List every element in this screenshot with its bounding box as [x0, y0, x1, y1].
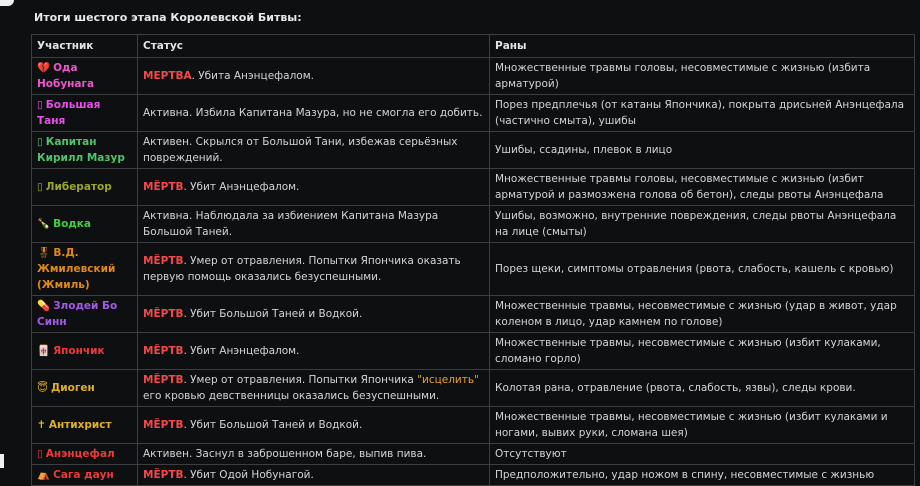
status-cell: [138, 243, 490, 296]
dead-status-label: МЁРТВ: [143, 308, 184, 320]
wounds-cell: Отсутствуют: [490, 444, 915, 465]
bottle-icon: 🍾: [37, 218, 51, 230]
participant-name: Антихрист: [48, 419, 112, 431]
tent-icon: ⛺: [37, 469, 51, 481]
status-text: Активна. Наблюдала за избиением Капитана Мазура Большой Таней.: [143, 210, 439, 238]
status-text: Активна. Избила Капитана Мазура, но не смогла его добить.: [143, 107, 483, 119]
dead-status-label: МЁРТВ: [143, 255, 184, 267]
participant-name: В.Д. Жмилевский (Жмиль): [37, 247, 116, 291]
dead-status-label: МЁРТВ: [143, 181, 184, 193]
table-row: [32, 370, 915, 407]
status-cell: [138, 333, 490, 370]
table-row: [32, 169, 915, 206]
status-cell: [138, 132, 490, 169]
status-cell: [138, 370, 490, 407]
participant-name: Ода Нобунага: [37, 62, 95, 90]
table-row: [32, 243, 915, 296]
status-text: Активен. Заснул в заброшенном баре, выпив пива.: [143, 448, 427, 460]
table-row: [32, 58, 915, 95]
participant-cell: [32, 444, 138, 465]
participant-name: Большая Таня: [37, 99, 101, 127]
status-cell: [138, 444, 490, 465]
wounds-cell: Порез щеки, симптомы отравления (рвота, слабость, кашель с кровью): [490, 243, 915, 296]
broken-heart-icon: 💔: [37, 62, 51, 74]
table-row: [32, 444, 915, 465]
wounds-cell: Колотая рана, отравление (рвота, слабость, язвы), следы крови.: [490, 370, 915, 407]
table-row: [32, 132, 915, 169]
wounds-cell: Множественные травмы головы, несовместимые с жизнью (избит арматурой и размозжена голова об бетон), следы рвоты Анэнцефала: [490, 169, 915, 206]
status-text: . Убита Анэнцефалом.: [191, 70, 314, 82]
participant-name: Либератор: [45, 181, 112, 193]
dead-status-label: МЁРТВ: [143, 374, 184, 386]
table-row: [32, 206, 915, 243]
column-header-wounds: Раны: [490, 35, 915, 58]
missing-glyph-icon: ▯: [37, 181, 43, 193]
wounds-cell: Множественные травмы головы, несовместимые с жизнью (избита арматурой): [490, 58, 915, 95]
status-text: . Умер от отравления. Попытки Япончика: [183, 374, 418, 386]
table-row: [32, 407, 915, 444]
status-text: Активен. Скрылся от Большой Тани, избежав серьёзных повреждений.: [143, 136, 458, 164]
wounds-cell: Множественные травмы, несовместимые с жизнью (избит кулаками и ногами, вывих руки, сломана шея): [490, 407, 915, 444]
status-text: . Убит Анэнцефалом.: [183, 345, 300, 357]
medal-icon: 🎖: [37, 247, 51, 259]
dead-status-label: МЁРТВ: [143, 469, 184, 481]
participant-cell: [32, 95, 138, 132]
window-edge: [0, 454, 4, 468]
status-cell: [138, 407, 490, 444]
participant-cell: [32, 58, 138, 95]
wounds-cell: Порез предплечья (от катаны Япончика), покрыта дрисьней Анэнцефала (частично смыта), ушибы: [490, 95, 915, 132]
wounds-cell: Ушибы, возможно, внутренние повреждения, следы рвоты Анэнцефала на лице (смыты): [490, 206, 915, 243]
participant-cell: [32, 370, 138, 407]
wounds-cell: Предположительно, удар ножом в спину, несовместимые с жизнью: [490, 465, 915, 486]
status-cell: [138, 58, 490, 95]
window-corner: [0, 0, 14, 6]
missing-glyph-icon: ▯: [37, 99, 43, 111]
table-body: [32, 58, 915, 486]
cross-icon: ✝: [37, 419, 46, 431]
column-header-status: Статус: [138, 35, 490, 58]
status-text: . Умер от отравления. Попытки Япончика оказать первую помощь оказались безуспешными.: [143, 255, 461, 283]
participant-name: Злодей Бо Синн: [37, 300, 118, 328]
participant-name: Диоген: [50, 382, 95, 394]
status-text-tail: его кровью девственницы оказались безуспешными.: [143, 390, 440, 402]
status-cell: [138, 206, 490, 243]
participant-cell: [32, 132, 138, 169]
participant-name: Анэнцефал: [45, 448, 115, 460]
mahjong-tile-icon: 🀄: [37, 345, 51, 357]
wounds-cell: Множественные травмы, несовместимые с жизнью (удар в живот, удар коленом в лицо, удар камнем по голове): [490, 296, 915, 333]
status-text: . Убит Анэнцефалом.: [183, 181, 300, 193]
dead-status-label: МЁРТВ: [143, 419, 184, 431]
status-text: . Убит Большой Таней и Водкой.: [183, 308, 363, 320]
status-text: . Убит Одой Нобунагой.: [183, 469, 314, 481]
wounds-cell: Ушибы, ссадины, плевок в лицо: [490, 132, 915, 169]
status-quote: "исцелить": [417, 374, 479, 386]
table-header-row: [32, 35, 915, 58]
participant-name: Сага даун: [53, 469, 114, 481]
participant-cell: [32, 296, 138, 333]
dead-status-label: МЕРТВА: [143, 70, 192, 82]
participant-name: Япончик: [53, 345, 105, 357]
status-cell: [138, 95, 490, 132]
status-cell: [138, 296, 490, 333]
missing-glyph-icon: ▯: [37, 136, 43, 148]
results-table: [31, 34, 915, 486]
table-row: [32, 333, 915, 370]
participant-cell: [32, 206, 138, 243]
participant-name: Водка: [53, 218, 91, 230]
dead-status-label: МЁРТВ: [143, 345, 184, 357]
wounds-cell: Множественные травмы, несовместимые с жизнью (избит кулаками, сломано горло): [490, 333, 915, 370]
column-header-participant: Участник: [32, 35, 138, 58]
table-row: [32, 95, 915, 132]
participant-cell: [32, 407, 138, 444]
participant-cell: [32, 169, 138, 206]
status-text: . Убит Большой Таней и Водкой.: [183, 419, 363, 431]
participant-name: Капитан Кирилл Мазур: [37, 136, 125, 164]
status-cell: [138, 169, 490, 206]
participant-cell: [32, 243, 138, 296]
table-row: [32, 296, 915, 333]
missing-glyph-icon: ▯: [37, 448, 43, 460]
participant-cell: [32, 333, 138, 370]
page-title: Итоги шестого этапа Королевской Битвы:: [34, 11, 302, 24]
halo-face-icon: 😇: [37, 382, 48, 394]
pill-icon: 💊: [37, 300, 51, 312]
